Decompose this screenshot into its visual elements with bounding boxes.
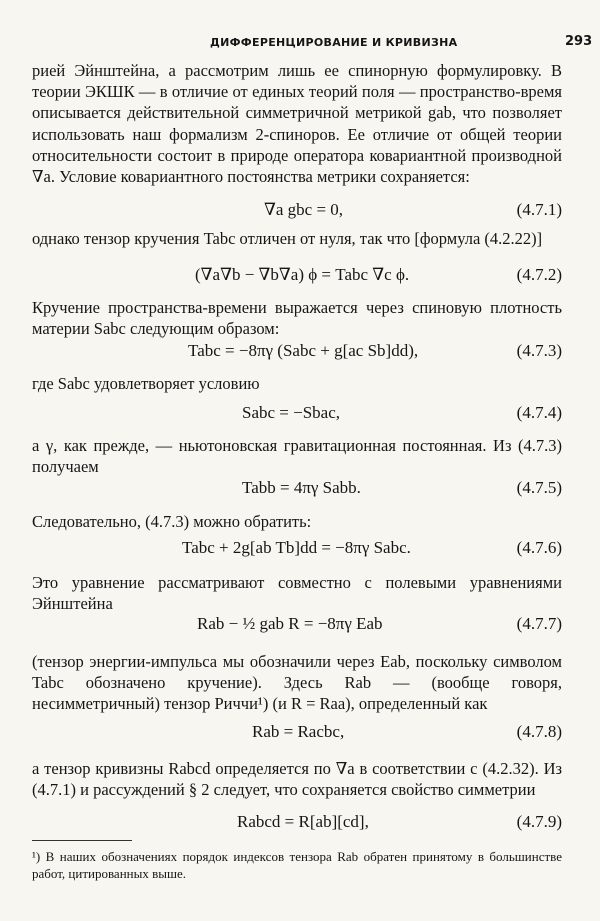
equation-number: (4.7.3) bbox=[516, 341, 562, 360]
paragraph-condition: где Sabc удовлетворяет условию bbox=[32, 374, 260, 393]
equation-number: (4.7.7) bbox=[516, 614, 562, 633]
equation-4-7-2 bbox=[32, 265, 562, 289]
footnote: ¹) В наших обозначениях порядок индексов тензора Rab обратен принятому в большинстве работ, цитированных выше. bbox=[32, 849, 562, 881]
paragraph-spin-density: Кручение пространства-времени выражается через спиновую плотность материи Sabc следующим образом: bbox=[32, 298, 562, 339]
equation-number: (4.7.2) bbox=[516, 265, 562, 284]
equation-number: (4.7.1) bbox=[516, 200, 562, 219]
equation-4-7-1 bbox=[32, 200, 562, 224]
equation-formula: Rab = Racbc, bbox=[252, 722, 345, 741]
equation-4-7-9 bbox=[32, 812, 562, 836]
equation-4-7-7 bbox=[32, 614, 562, 638]
paragraph-ricci: (тензор энергии-импульса мы обозначили через Eab, поскольку символом Tabc обозначено кручение). Здесь Rab — (вообще говоря, несимметричный) тензор Риччи¹) (и R = Raa), определенный как bbox=[32, 652, 562, 714]
equation-number: (4.7.6) bbox=[516, 538, 562, 557]
equation-formula: Rab − ½ gab R = −8πγ Eab bbox=[197, 614, 383, 633]
equation-number: (4.7.4) bbox=[516, 403, 562, 422]
equation-formula: Rabcd = R[ab][cd], bbox=[237, 812, 369, 831]
paragraph-curvature: а тензор кривизны Rabcd определяется по ∇a в соответствии с (4.2.32). Из (4.7.1) и рассуждений § 2 следует, что сохраняется свойство симметрии bbox=[32, 759, 562, 800]
equation-4-7-6 bbox=[32, 538, 562, 562]
equation-formula: (∇a∇b − ∇b∇a) ϕ = Tabc ∇c ϕ. bbox=[195, 265, 410, 284]
equation-number: (4.7.9) bbox=[516, 812, 562, 831]
equation-formula: Tabc + 2g[ab Tb]dd = −8πγ Sabc. bbox=[182, 538, 411, 557]
equation-formula: Sabc = −Sbac, bbox=[242, 403, 341, 422]
paragraph-einstein: Это уравнение рассматривают совместно с полевыми уравнениями Эйнштейна bbox=[32, 573, 562, 614]
running-title: ДИФФЕРЕНЦИРОВАНИЕ И КРИВИЗНА bbox=[210, 36, 458, 49]
equation-number: (4.7.5) bbox=[516, 478, 562, 497]
page-number: 293 bbox=[565, 34, 593, 49]
equation-4-7-3 bbox=[32, 341, 562, 365]
footnote-divider bbox=[32, 840, 132, 841]
equation-formula: Tabb = 4πγ Sabb. bbox=[242, 478, 361, 497]
equation-formula: ∇a gbc = 0, bbox=[264, 200, 344, 219]
paragraph-gamma: а γ, как прежде, — ньютоновская гравитационная постоянная. Из (4.7.3) получаем bbox=[32, 436, 562, 477]
equation-4-7-5 bbox=[32, 478, 562, 502]
equation-formula: Tabc = −8πγ (Sabc + g[ac Sb]dd), bbox=[188, 341, 419, 360]
equation-4-7-4 bbox=[32, 403, 562, 427]
paragraph-intro: рией Эйнштейна, а рассмотрим лишь ее спинорную формулировку. В теории ЭКШК — в отличие от единых теорий поля — пространство-время описывается действительной симметричной метрикой gab, что позволяет использовать наш формализм 2-спиноров. Ее отличие от общей теории относительности состоит в природе оператора ковариантной производной ∇a. Условие ковариантного постоянства метрики сохраняется: bbox=[32, 61, 562, 187]
equation-4-7-8 bbox=[32, 722, 562, 746]
equation-number: (4.7.8) bbox=[516, 722, 562, 741]
page-header bbox=[0, 36, 600, 56]
paragraph-torsion: однако тензор кручения Tabc отличен от нуля, так что [формула (4.2.22)] bbox=[32, 229, 543, 248]
paragraph-inverse: Следовательно, (4.7.3) можно обратить: bbox=[32, 512, 312, 531]
